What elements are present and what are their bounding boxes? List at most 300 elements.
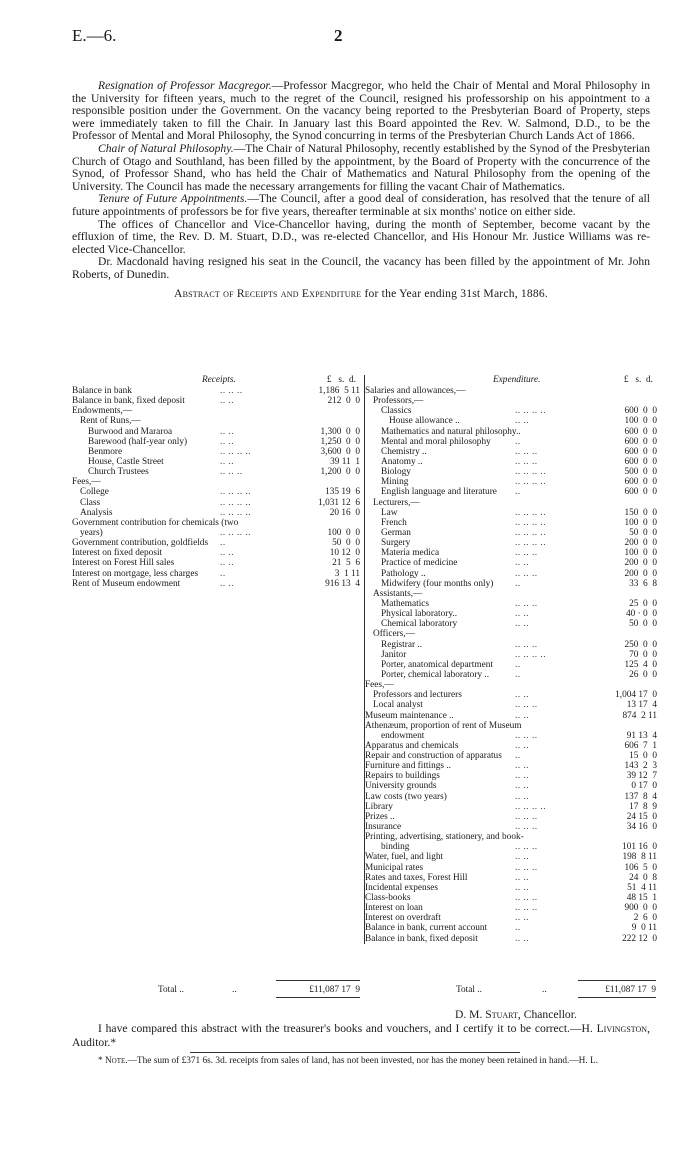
footnote — [72, 1056, 650, 1067]
expenditure-row — [365, 863, 657, 873]
receipts-row-label: Balance in bank, fixed deposit — [72, 396, 185, 407]
expenditure-row-label: Chemistry .. — [381, 446, 427, 457]
expenditure-row-leader: .. .. — [515, 872, 530, 883]
paragraph-text: —The Chair of Natural Philosophy, recently established by the Synod of the Presbyterian Church of Otago and Southland, has been filled by the appointment, by the Board of Property with the concurrence of the Synod, of Professor Shand, who has held the Chair of Mathematics and Natural Philosophy from the opening of the University. The Council has made the necessary arrangements for filling the vacant Chair of Mathematics. — [72, 141, 650, 193]
expenditure-row-label: Practice of medicine — [381, 558, 458, 569]
receipts-row-label: Rent of Runs,— — [80, 416, 141, 427]
expenditure-row-label: Law — [381, 507, 398, 518]
expenditure-row — [365, 629, 657, 639]
expenditure-row — [365, 761, 657, 771]
expenditure-row-amount: 500 0 0 — [624, 467, 657, 478]
expenditure-row-leader: .. .. .. .. — [515, 801, 547, 812]
expenditure-row-label: Mining — [381, 477, 409, 488]
expenditure-row — [365, 711, 657, 721]
receipts-row-amount: 3,600 0 0 — [320, 446, 360, 457]
receipts-heading: Receipts. — [202, 375, 236, 385]
expenditure-row-leader: .. .. .. — [515, 598, 538, 609]
expenditure-row-leader: .. .. — [515, 416, 530, 427]
receipts-column — [72, 375, 360, 589]
expenditure-row-leader: .. .. — [515, 913, 530, 924]
receipts-row-label: Benmore — [88, 446, 123, 457]
receipts-row-leader: .. .. .. .. — [220, 527, 252, 538]
receipts-row-amount: 212 0 0 — [327, 396, 360, 407]
expenditure-row-label: Incidental expenses — [365, 882, 439, 893]
expenditure-row-amount: 25 0 0 — [629, 598, 657, 609]
expenditure-row-leader: .. .. — [515, 781, 530, 792]
expenditure-row-label: Law costs (two years) — [365, 791, 447, 802]
document-reference: E.—6. — [72, 26, 117, 45]
expenditure-row-label: Officers,— — [373, 629, 415, 640]
expenditure-row-label: Interest on overdraft — [365, 913, 441, 924]
receipts-row-amount: 135 19 6 — [325, 487, 360, 498]
receipts-row — [72, 508, 360, 518]
expenditure-row-leader: .. .. — [515, 740, 530, 751]
receipts-row — [72, 427, 360, 437]
receipts-row-amount: 1,200 0 0 — [320, 467, 360, 478]
receipts-row-amount: 1,186 5 11 — [318, 386, 360, 396]
expenditure-row — [365, 751, 657, 761]
receipts-row-leader: .. .. .. — [220, 467, 243, 478]
receipts-row-leader: .. .. — [220, 456, 235, 467]
expenditure-row — [365, 406, 657, 416]
expenditure-row-label: Repair and construction of apparatus — [365, 751, 502, 762]
receipts-row — [72, 477, 360, 487]
expenditure-row — [365, 822, 657, 832]
expenditure-row-leader: .. .. .. — [515, 903, 538, 914]
receipts-row-label: Burwood and Mararoa — [88, 426, 173, 437]
receipts-row-amount: 3 1 11 — [334, 568, 360, 579]
expenditure-row-amount: 70 0 0 — [629, 649, 657, 660]
receipts-total-dots: .. — [232, 985, 237, 995]
expenditure-row-amount: 600 0 0 — [624, 477, 657, 488]
receipts-row — [72, 538, 360, 548]
expenditure-row-label: Printing, advertising, stationery, and book- — [365, 832, 524, 843]
expenditure-row-label: Prizes .. — [365, 811, 395, 822]
expenditure-row-label: University grounds — [365, 781, 437, 792]
paragraph-title: Resignation of Professor Macgregor. — [98, 79, 272, 92]
expenditure-row-amount: 91 13 4 — [626, 730, 657, 741]
expenditure-row-amount: 24 15 0 — [626, 811, 657, 822]
receipts-row-label: Balance in bank — [72, 386, 132, 396]
expenditure-row — [365, 477, 657, 487]
receipts-row-amount: 100 0 0 — [327, 527, 360, 538]
abstract-title — [72, 288, 650, 301]
receipts-row-label: Barewood (half-year only) — [88, 436, 188, 447]
receipts-row-amount: 1,031 12 6 — [318, 497, 360, 508]
expenditure-row-label: German — [381, 527, 411, 538]
paragraph-text: —Professor Macgregor, who held the Chair of Mental and Moral Philosophy in the University for fifteen years, much to the regret of the Council, resigned his professorship on his appointment to a responsible position under the Government. On the vacancy being reported to the Presbyterian Board of Property, steps were immediately taken to fill the Chair. In January last this Board appointed the Rev. W. Salmond, D.D., to be the Professor of Mental and Moral Philosophy, the Synod concurring in terms of the Presbyterian Church Lands Act of 1866. — [72, 79, 651, 143]
receipts-row — [72, 437, 360, 447]
receipts-row-leader: .. .. .. .. — [220, 497, 252, 508]
expenditure-row-leader: .. — [515, 669, 521, 680]
expenditure-row-amount: 2 6 0 — [633, 913, 657, 924]
expenditure-row — [365, 903, 657, 913]
expenditure-row-label: Rates and taxes, Forest Hill — [365, 872, 468, 883]
expenditure-row-label: Janitor — [381, 649, 407, 660]
expenditure-row — [365, 508, 657, 518]
receipts-row-label: Interest on mortgage, less charges — [72, 568, 199, 579]
footnote-label: * Note. — [98, 1056, 128, 1066]
expenditure-total-dots: .. — [542, 985, 547, 995]
expenditure-row-label: Porter, chemical laboratory .. — [381, 669, 490, 680]
certification-suffix: , Auditor.* — [72, 1022, 650, 1049]
receipts-row-leader: .. .. .. .. — [220, 507, 252, 518]
expenditure-row-leader: .. .. .. — [515, 639, 538, 650]
receipts-row-amount: 20 16 0 — [329, 507, 360, 518]
expenditure-row — [365, 579, 657, 589]
expenditure-row-amount: 200 0 0 — [624, 568, 657, 579]
expenditure-rows — [365, 386, 657, 944]
expenditure-row-label: Municipal rates — [365, 862, 424, 873]
expenditure-row-amount: 900 0 0 — [624, 903, 657, 914]
expenditure-row-amount: 606 7 1 — [624, 740, 657, 751]
expenditure-row — [365, 558, 657, 568]
receipts-row — [72, 467, 360, 477]
expenditure-row — [365, 640, 657, 650]
expenditure-row-amount: 51 4 11 — [627, 882, 657, 893]
paragraph-natural-philosophy — [72, 143, 650, 193]
expenditure-row-label: Midwifery (four months only) — [381, 578, 494, 589]
receipts-row-amount: 21 5 6 — [332, 558, 360, 569]
expenditure-row-label: Anatomy .. — [381, 456, 423, 467]
expenditure-row — [365, 883, 657, 893]
expenditure-row-leader: .. .. — [515, 710, 530, 721]
expenditure-row-label: Biology — [381, 467, 411, 478]
expenditure-row-amount: 39 12 7 — [626, 771, 657, 782]
receipts-header — [72, 375, 360, 386]
footnote-rule — [190, 1052, 520, 1053]
receipts-row-leader: .. .. — [220, 436, 235, 447]
expenditure-row — [365, 447, 657, 457]
receipts-row-leader: .. .. — [220, 578, 235, 589]
expenditure-row — [365, 771, 657, 781]
expenditure-row-label: Professors and lecturers — [373, 690, 462, 701]
expenditure-row-amount: 24 0 8 — [629, 872, 657, 883]
receipts-total-rule-bottom — [276, 997, 360, 998]
paragraph-chancellor — [72, 219, 650, 257]
page-number: 2 — [334, 26, 343, 45]
expenditure-row-label: Balance in bank, fixed deposit — [365, 933, 478, 944]
abstract-title-caps: Abstract of Receipts and Expenditure — [174, 286, 362, 300]
expenditure-row-amount: 40 · 0 0 — [626, 609, 657, 620]
receipts-row — [72, 447, 360, 457]
receipts-row — [72, 548, 360, 558]
expenditure-row-label: Water, fuel, and light — [365, 852, 444, 863]
receipts-row-leader: .. .. — [220, 426, 235, 437]
receipts-row-label: years) — [80, 527, 103, 538]
receipts-row-leader: .. — [220, 568, 226, 579]
expenditure-row — [365, 548, 657, 558]
auditor-certification — [72, 1022, 650, 1050]
expenditure-row — [365, 528, 657, 538]
expenditure-row — [365, 741, 657, 751]
expenditure-row-label: Professors,— — [373, 396, 424, 407]
expenditure-row-leader: .. .. .. — [515, 456, 538, 467]
paragraph-text: —The Council, after a good deal of consideration, has resolved that the tenure of all future appointments of professors be for five years, thereafter terminable at six months' notice on either side. — [72, 192, 650, 218]
expenditure-row-label: Materia medica — [381, 548, 440, 559]
receipts-row-leader: .. .. .. — [220, 386, 243, 396]
receipts-row-label: House, Castle Street — [88, 456, 164, 467]
expenditure-row — [365, 731, 657, 741]
expenditure-row-amount: 600 0 0 — [624, 446, 657, 457]
expenditure-row-amount: 34 16 0 — [626, 822, 657, 833]
footnote-text: —The sum of £371 6s. 3d. receipts from sales of land, has not been invested, nor has the money been retained in hand.—H. L. — [127, 1056, 599, 1066]
expenditure-row-leader: .. .. .. — [515, 446, 538, 457]
receipts-row-label: Class — [80, 497, 101, 508]
expenditure-row-leader: .. .. — [515, 558, 530, 569]
abstract-title-rest: for the Year ending 31st March, 1886. — [361, 286, 548, 300]
expenditure-row-amount: 125 4 0 — [624, 659, 657, 670]
expenditure-row-amount: 100 0 0 — [624, 517, 657, 528]
expenditure-row-leader: .. .. — [515, 609, 530, 620]
expenditure-row-leader: .. .. .. .. — [515, 517, 547, 528]
expenditure-row — [365, 893, 657, 903]
expenditure-row-leader: .. .. .. .. — [515, 477, 547, 488]
expenditure-row-leader: .. .. — [515, 619, 530, 630]
paragraph-resignation — [72, 80, 650, 143]
expenditure-row-amount: 874 2 11 — [622, 710, 657, 721]
receipts-row-label: Rent of Museum endowment — [72, 578, 181, 589]
expenditure-row-leader: .. .. — [515, 690, 530, 701]
expenditure-row — [365, 690, 657, 700]
receipts-row-amount: 50 0 0 — [332, 538, 360, 549]
expenditure-row-leader: .. — [515, 487, 521, 498]
expenditure-row-amount: 600 0 0 — [624, 406, 657, 417]
expenditure-row-label: Mental and moral philosophy — [381, 436, 491, 447]
signature — [455, 1008, 577, 1021]
expenditure-row-label: Chemical laboratory — [381, 619, 458, 630]
expenditure-row-label: Physical laboratory.. — [381, 609, 458, 620]
receipts-row-leader: .. .. — [220, 396, 235, 407]
expenditure-row — [365, 670, 657, 680]
receipts-row — [72, 396, 360, 406]
expenditure-row-leader: .. .. .. — [515, 811, 538, 822]
receipts-row-amount: 39 11 1 — [330, 456, 360, 467]
expenditure-row-leader: .. .. .. .. — [515, 649, 547, 660]
expenditure-row-leader: .. — [515, 436, 521, 447]
receipts-row-amount: 1,250 0 0 — [320, 436, 360, 447]
expenditure-row-leader: .. .. — [515, 882, 530, 893]
expenditure-row-amount: 600 0 0 — [624, 426, 657, 437]
expenditure-row-label: Local analyst — [373, 700, 423, 711]
expenditure-row-amount: 137 8 4 — [624, 791, 657, 802]
expenditure-row — [365, 934, 657, 944]
expenditure-row — [365, 609, 657, 619]
expenditure-row — [365, 852, 657, 862]
expenditure-row-label: Pathology .. — [381, 568, 426, 579]
expenditure-row-label: Class-books — [365, 893, 411, 904]
expenditure-row-leader: .. — [515, 751, 521, 762]
expenditure-row-label: Classics — [381, 406, 412, 417]
expenditure-row-label: Apparatus and chemicals — [365, 740, 459, 751]
receipts-row-leader: .. .. .. .. — [220, 487, 252, 498]
receipts-row-label: Interest on fixed deposit — [72, 548, 163, 559]
receipts-row — [72, 457, 360, 467]
expenditure-row-leader: .. .. — [515, 852, 530, 863]
expenditure-row — [365, 923, 657, 933]
expenditure-row-amount: 17 8 9 — [629, 801, 657, 812]
expenditure-row-label: Surgery — [381, 538, 411, 549]
expenditure-row-amount: 101 16 0 — [622, 842, 657, 853]
expenditure-row-leader: .. .. .. — [515, 548, 538, 559]
expenditure-row-leader: .. .. .. — [515, 822, 538, 833]
receipts-row-label: Fees,— — [72, 477, 101, 488]
expenditure-row — [365, 619, 657, 629]
expenditure-column — [364, 375, 657, 944]
paragraph-council-seat — [72, 256, 650, 281]
expenditure-total: £11,087 17 9 — [605, 985, 656, 995]
paragraph-title: Chair of Natural Philosophy. — [98, 141, 234, 155]
expenditure-row-amount: 143 2 3 — [624, 761, 657, 772]
expenditure-row — [365, 487, 657, 497]
expenditure-row-leader: .. .. .. — [515, 700, 538, 711]
expenditure-row-amount: 50 0 0 — [629, 527, 657, 538]
paragraph-text: Dr. Macdonald having resigned his seat in the Council, the vacancy has been filled by the appointment of Mr. John Roberts, of Dunedin. — [72, 255, 650, 281]
receipts-row — [72, 498, 360, 508]
expenditure-row — [365, 700, 657, 710]
receipts-row-label: Interest on Forest Hill sales — [72, 558, 175, 569]
receipts-total-rule-top — [276, 980, 360, 981]
receipts-row-amount: 1,300 0 0 — [320, 426, 360, 437]
expenditure-heading: Expenditure. — [493, 375, 541, 385]
expenditure-row-label: Fees,— — [365, 680, 394, 691]
expenditure-row — [365, 842, 657, 852]
receipts-row — [72, 579, 360, 589]
expenditure-row — [365, 589, 657, 599]
expenditure-row-leader: .. .. — [515, 933, 530, 944]
expenditure-row-amount: 250 0 0 — [624, 639, 657, 650]
paragraph-title: Tenure of Future Appointments. — [98, 192, 248, 206]
certification-text: I have compared this abstract with the treasurer's books and vouchers, and I certify it to be correct.—H. — [98, 1022, 597, 1035]
receipts-units: £ s. d. — [326, 375, 356, 385]
expenditure-row — [365, 437, 657, 447]
expenditure-row — [365, 498, 657, 508]
paragraph-tenure — [72, 193, 650, 218]
expenditure-row — [365, 467, 657, 477]
expenditure-row — [365, 518, 657, 528]
expenditure-row-label: French — [381, 517, 407, 528]
expenditure-units: £ s. d. — [623, 375, 653, 385]
receipts-row-label: Government contribution, goldfields — [72, 538, 209, 549]
expenditure-row-label: Porter, anatomical department — [381, 659, 493, 670]
expenditure-row-leader: .. .. .. — [515, 842, 538, 853]
expenditure-row-amount: 1,004 17 0 — [615, 690, 657, 701]
expenditure-row-label: Furniture and fittings .. — [365, 761, 451, 772]
signature-role: , Chancellor. — [517, 1008, 577, 1021]
receipts-row — [72, 386, 360, 396]
expenditure-row-amount: 600 0 0 — [624, 436, 657, 447]
expenditure-row-label: Assistants,— — [373, 588, 423, 599]
expenditure-row-label: endowment — [381, 730, 425, 741]
expenditure-row-leader: .. .. .. — [515, 862, 538, 873]
expenditure-row-label: Mathematics and natural philosophy.. — [381, 426, 521, 437]
expenditure-row-amount: 222 12 0 — [622, 933, 657, 944]
receipts-row — [72, 518, 360, 528]
expenditure-row-label: Registrar .. — [381, 639, 423, 650]
expenditure-row-label: Interest on loan — [365, 903, 423, 914]
expenditure-row — [365, 386, 657, 396]
expenditure-row-label: Library — [365, 801, 393, 812]
expenditure-row — [365, 913, 657, 923]
receipts-row-leader: .. — [220, 538, 226, 549]
expenditure-row-leader: .. .. .. .. — [515, 527, 547, 538]
expenditure-row-amount: 9 0 11 — [631, 923, 657, 934]
expenditure-row-amount: 0 17 0 — [631, 781, 657, 792]
expenditure-row-leader: .. .. .. .. — [515, 406, 547, 417]
receipts-total: £11,087 17 9 — [309, 985, 360, 995]
auditor-name: Livingston — [596, 1022, 648, 1035]
signature-name: Stuart — [485, 1008, 518, 1021]
expenditure-row-amount: 100 0 0 — [624, 548, 657, 559]
page-header — [72, 26, 670, 46]
receipts-row-label: Church Trustees — [88, 467, 149, 478]
receipts-rows — [72, 386, 360, 589]
expenditure-row-label: Repairs to buildings — [365, 771, 440, 782]
expenditure-total-rule-top — [578, 980, 656, 981]
expenditure-row-leader: .. — [515, 923, 521, 934]
receipts-row-amount: 916 13 4 — [325, 578, 360, 589]
expenditure-row-amount: 50 0 0 — [629, 619, 657, 630]
signature-initials: D. M. — [455, 1008, 486, 1021]
expenditure-row-leader: .. .. — [515, 761, 530, 772]
expenditure-row-amount: 33 6 8 — [629, 578, 657, 589]
receipts-row — [72, 528, 360, 538]
expenditure-row — [365, 680, 657, 690]
expenditure-row — [365, 427, 657, 437]
expenditure-row-label: Balance in bank, current account — [365, 923, 488, 934]
expenditure-row-leader: .. .. .. .. — [515, 538, 547, 549]
receipts-row — [72, 406, 360, 416]
receipts-row-label: College — [80, 487, 109, 498]
receipts-row-leader: .. .. — [220, 548, 235, 559]
receipts-row-leader: .. .. — [220, 558, 235, 569]
receipts-row — [72, 558, 360, 568]
receipts-row-label: Endowments,— — [72, 406, 133, 417]
paragraph-text: The offices of Chancellor and Vice-Chancellor having, during the month of September, become vacant by the effluxion of time, the Rev. D. M. Stuart, D.D., was re-elected Chancellor, and His Honour Mr. Justice Williams was re-elected Vice-Chancellor. — [72, 217, 650, 256]
expenditure-row-amount: 198 8 11 — [622, 852, 657, 863]
expenditure-row — [365, 660, 657, 670]
expenditure-row-amount: 15 0 0 — [629, 751, 657, 762]
expenditure-row-leader: .. .. — [515, 771, 530, 782]
expenditure-row — [365, 721, 657, 731]
receipts-total-label: Total .. — [158, 985, 184, 995]
expenditure-row-amount: 600 0 0 — [624, 456, 657, 467]
expenditure-row — [365, 396, 657, 406]
expenditure-row — [365, 650, 657, 660]
expenditure-row-label: Athenæum, proportion of rent of Museum — [365, 720, 522, 731]
expenditure-row-amount: 600 0 0 — [624, 487, 657, 498]
expenditure-total-label: Total .. — [456, 985, 482, 995]
expenditure-row-amount: 100 0 0 — [624, 416, 657, 427]
expenditure-row — [365, 792, 657, 802]
expenditure-row-amount: 13 17 4 — [626, 700, 657, 711]
receipts-row-label: Government contribution for chemicals (two — [72, 517, 239, 528]
expenditure-row-amount: 26 0 0 — [629, 669, 657, 680]
expenditure-row-leader: .. .. .. — [515, 568, 538, 579]
receipts-row — [72, 569, 360, 579]
expenditure-row — [365, 599, 657, 609]
expenditure-row-amount: 200 0 0 — [624, 558, 657, 569]
receipts-row-label: Analysis — [80, 507, 113, 518]
expenditure-row-leader: .. .. — [515, 791, 530, 802]
expenditure-row-amount: 106 5 0 — [624, 862, 657, 873]
receipts-row — [72, 487, 360, 497]
expenditure-row-amount: 200 0 0 — [624, 538, 657, 549]
receipts-row-amount: 10 12 0 — [329, 548, 360, 559]
receipts-row — [72, 416, 360, 426]
expenditure-row-label: House allowance .. — [389, 416, 460, 427]
expenditure-row-label: Mathematics — [381, 598, 430, 609]
